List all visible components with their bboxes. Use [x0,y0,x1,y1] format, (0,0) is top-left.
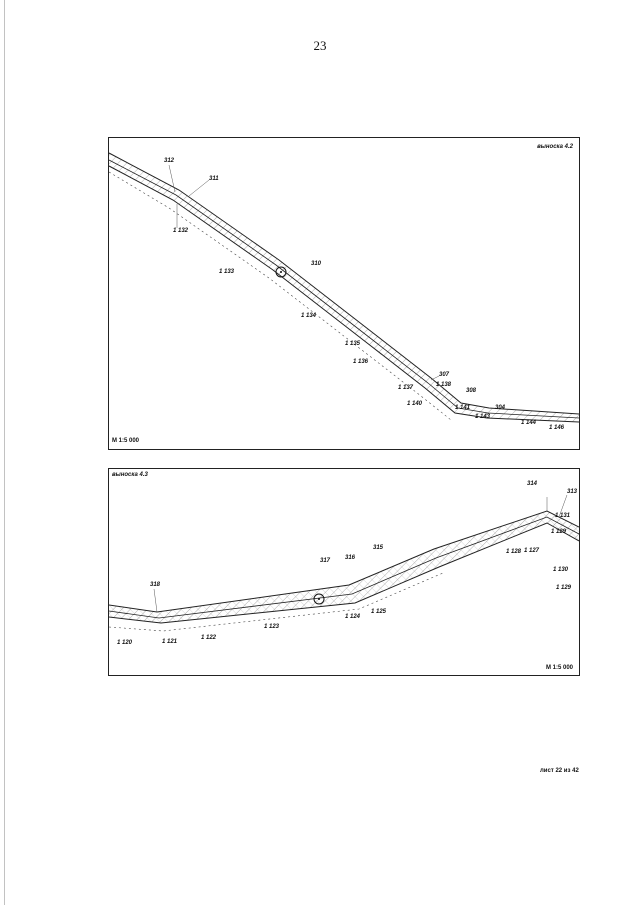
callout-label: выноска 4.2 [537,144,573,150]
circled-marker-dot [318,598,320,600]
point-label: 1 134 [301,313,317,319]
leader-line [154,589,157,612]
map-callout-4-2 [108,137,580,450]
map-callout-4-3 [108,468,580,676]
point-label: 1 128 [506,549,522,555]
point-label: 315 [373,545,384,551]
point-label: 1 122 [201,635,217,641]
point-label: 1 120 [117,640,133,646]
property-boundary [109,172,451,420]
leader-line [431,376,439,380]
point-label: 1 137 [398,385,414,391]
point-label: 308 [466,388,477,394]
page-number: 23 [313,38,327,53]
scale-label: М 1:5 000 [545,665,573,671]
point-label: 1 121 [162,639,178,645]
point-label: 1 131 [555,513,571,519]
point-label: 1 138 [436,382,452,388]
sheet-counter: лист 22 из 42 [540,768,579,774]
point-label: 312 [164,158,175,164]
point-label: 1 125 [371,609,387,615]
corridor-map-4-2 [109,138,579,449]
point-label: 316 [345,555,356,561]
point-label: 1 129 [556,585,572,591]
point-label: 310 [311,261,322,267]
callout-label: выноска 4.3 [112,472,148,478]
scale-label: М 1:5 000 [112,438,140,444]
point-label: 1 135 [345,341,361,347]
point-label: 307 [439,372,450,378]
corridor-map-4-3 [109,469,579,675]
point-label: 313 [567,489,578,495]
point-label: 1 136 [353,359,369,365]
corridor-band [109,153,579,422]
corridor-band [109,511,579,623]
leader-line [189,180,209,196]
point-label: 1 123 [264,624,280,630]
corridor-edge-lower [109,166,579,422]
point-label: 1 124 [345,614,361,620]
point-label: 314 [527,481,538,487]
point-label: 1 132 [173,228,189,234]
point-label: 317 [320,558,331,564]
point-label: 1 129 [551,529,567,535]
point-label: 1 130 [553,567,569,573]
point-label: 318 [150,582,161,588]
scan-edge-line [4,0,5,905]
point-label: 1 144 [521,420,537,426]
circled-marker-dot [280,271,282,273]
point-label: 1 146 [549,425,565,431]
point-label: 1 140 [407,401,423,407]
point-label: 1 133 [219,269,235,275]
point-label: 1 141 [455,405,471,411]
point-label: 1 127 [524,548,540,554]
point-label: 1 143 [475,414,491,420]
point-label: 304 [495,405,506,411]
point-label: 311 [209,176,219,182]
